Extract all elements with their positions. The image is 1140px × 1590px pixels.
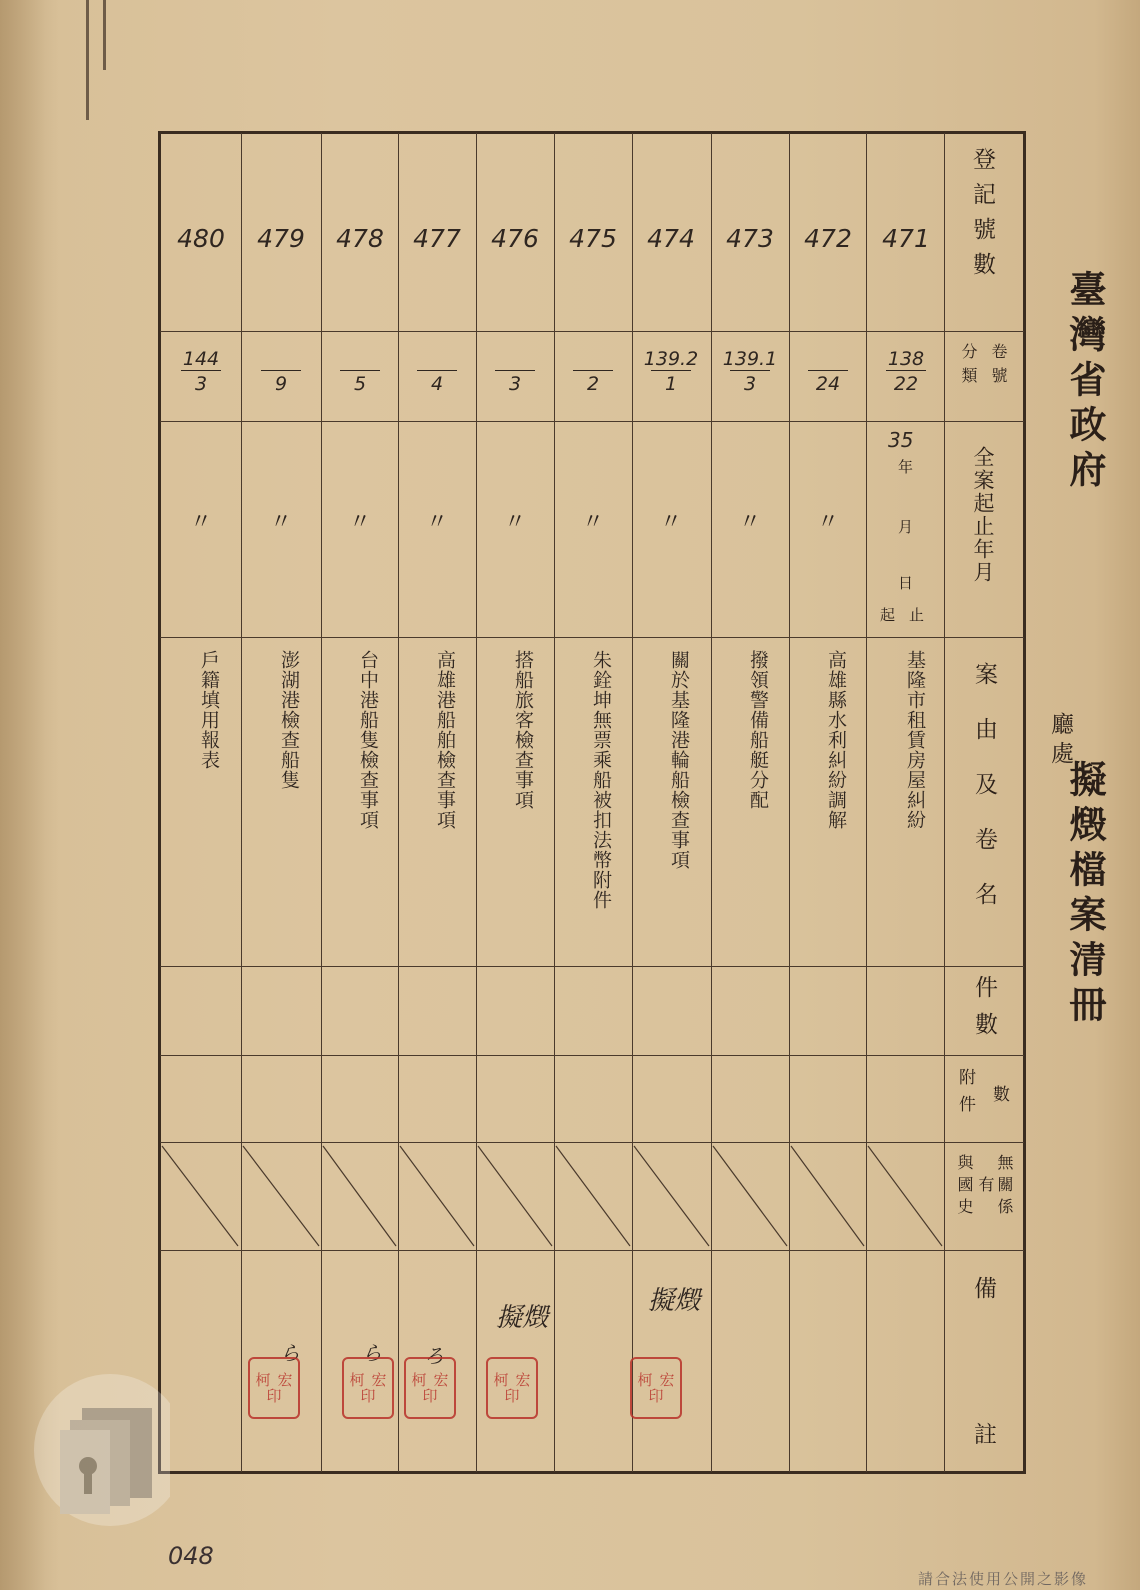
column-divider <box>554 133 555 1472</box>
binding-edge <box>0 0 60 1590</box>
ditto-mark: 〃 <box>269 510 292 535</box>
ditto-mark: 〃 <box>425 510 448 535</box>
volume-top <box>790 348 866 370</box>
subject-text: 澎湖港檢查船隻 <box>278 650 300 790</box>
red-seal-stamp: 柯 宏 印 <box>486 1357 538 1419</box>
header-count: 件數 <box>971 975 997 1049</box>
column-divider <box>632 133 633 1472</box>
subject-text: 戶籍填用報表 <box>198 650 220 770</box>
reg-number: 472 <box>804 224 852 253</box>
column-divider <box>711 133 712 1472</box>
column-divider <box>866 133 867 1472</box>
volume-number <box>322 348 398 395</box>
header-vol-no: 卷號 <box>989 343 1008 391</box>
volume-bottom: 9 <box>261 370 301 395</box>
column-divider <box>398 133 399 1472</box>
header-reg-no: 登記號數 <box>969 147 995 287</box>
year-value: 35 <box>888 428 914 452</box>
volume-number <box>477 348 553 395</box>
strike-line <box>243 1146 319 1246</box>
volume-top: 144 <box>182 348 220 370</box>
header-period: 全案起止年月 <box>971 446 995 584</box>
row-divider <box>160 421 1024 422</box>
volume-bottom: 3 <box>730 370 770 395</box>
strike-line <box>713 1146 787 1246</box>
archive-logo-icon <box>30 1368 170 1528</box>
volume-top <box>555 348 631 370</box>
red-seal-stamp: 柯 宏 印 <box>404 1357 456 1419</box>
volume-number <box>243 348 319 395</box>
volume-top: 139.2 <box>643 348 699 370</box>
volume-bottom: 2 <box>573 370 613 395</box>
reg-number: 474 <box>647 224 695 253</box>
subject-text: 高雄縣水利糾紛調解 <box>825 650 847 830</box>
subject-text: 搭船旅客檢查事項 <box>512 650 534 810</box>
binding-mark <box>103 0 106 70</box>
signature-approve-destroy: 擬燬 <box>496 1303 549 1333</box>
column-divider <box>944 133 945 1472</box>
reg-number: 477 <box>413 224 461 253</box>
volume-number <box>633 348 709 395</box>
row-divider <box>160 637 1024 638</box>
reg-number: 479 <box>257 224 305 253</box>
volume-top: 139.1 <box>722 348 778 370</box>
ditto-mark: 〃 <box>503 510 526 535</box>
ditto-mark: 〃 <box>816 510 839 535</box>
ditto-mark: 〃 <box>659 510 682 535</box>
header-remarks-b: 註 <box>974 1422 997 1448</box>
day-label: 日 <box>898 574 914 592</box>
subject-text: 高雄港船舶檢查事項 <box>434 650 456 830</box>
volume-bottom: 3 <box>495 370 535 395</box>
subject-text: 撥領警備船艇分配 <box>747 650 769 810</box>
reg-number: 475 <box>569 224 617 253</box>
header-attach-b: 附件 <box>955 1068 975 1122</box>
volume-number <box>712 348 788 395</box>
reg-number: 478 <box>336 224 384 253</box>
volume-top <box>243 348 319 370</box>
column-divider <box>476 133 477 1472</box>
header-subject: 案由及卷名 <box>971 662 997 937</box>
initial-mark: ら <box>280 1341 300 1365</box>
strike-line <box>791 1146 864 1246</box>
strike-line <box>478 1146 552 1246</box>
volume-number <box>163 348 239 395</box>
row-divider <box>160 331 1024 332</box>
subject-text: 台中港船隻檢查事項 <box>357 650 379 830</box>
header-related-a: 無關係 <box>995 1154 1014 1220</box>
subject-text: 關於基隆港輪船檢查事項 <box>668 650 690 870</box>
volume-number <box>790 348 866 395</box>
volume-number <box>555 348 631 395</box>
reg-number: 476 <box>491 224 539 253</box>
row-divider <box>160 1055 1024 1056</box>
volume-top: 138 <box>887 348 925 370</box>
header-related-b: 有 <box>976 1176 995 1192</box>
red-seal-stamp: 柯 宏 印 <box>342 1357 394 1419</box>
volume-bottom: 4 <box>417 370 457 395</box>
page-number: 048 <box>168 1542 214 1570</box>
volume-bottom: 5 <box>340 370 380 395</box>
red-seal-stamp: 柯 宏 印 <box>248 1357 300 1419</box>
column-divider <box>241 133 242 1472</box>
column-divider <box>789 133 790 1472</box>
title-unit: 廳處 <box>1047 712 1073 770</box>
header-remarks-a: 備 <box>974 1276 997 1302</box>
subject-text: 基隆市租賃房屋糾紛 <box>904 650 926 830</box>
volume-bottom: 22 <box>886 370 926 395</box>
footer-usage-note: 請合法使用公開之影像 <box>918 1570 1089 1588</box>
reg-number: 473 <box>726 224 774 253</box>
subject-text: 朱銓坤無票乘船被扣法幣附件 <box>590 650 612 910</box>
volume-top <box>477 348 553 370</box>
initial-mark: ら <box>362 1341 382 1365</box>
header-vol-class: 分類 <box>959 343 978 391</box>
ditto-mark: 〃 <box>189 510 212 535</box>
volume-number <box>868 348 944 395</box>
volume-number <box>399 348 475 395</box>
initial-mark: ろ <box>424 1344 444 1368</box>
month-label: 月 <box>898 518 914 536</box>
signature-approve-destroy: 擬燬 <box>648 1286 701 1316</box>
header-attach-a: 數 <box>989 1085 1009 1102</box>
volume-bottom: 1 <box>651 370 691 395</box>
header-related-c: 與國史 <box>955 1154 974 1220</box>
row-divider <box>160 1250 1024 1251</box>
ditto-mark: 〃 <box>348 510 371 535</box>
reg-number: 471 <box>882 224 930 253</box>
volume-top <box>322 348 398 370</box>
volume-bottom: 24 <box>808 370 848 395</box>
volume-top <box>399 348 475 370</box>
ditto-mark: 〃 <box>581 510 604 535</box>
red-seal-stamp: 柯 宏 印 <box>630 1357 682 1419</box>
row-divider <box>160 966 1024 967</box>
strike-line <box>400 1146 474 1246</box>
binding-mark <box>86 0 89 120</box>
start-end-label: 起止 <box>880 606 939 624</box>
strike-line <box>162 1146 238 1246</box>
volume-bottom: 3 <box>181 370 221 395</box>
reg-number: 480 <box>177 224 225 253</box>
diagonal-strike-cells <box>160 1142 946 1250</box>
strike-line <box>323 1146 396 1246</box>
strike-line <box>556 1146 630 1246</box>
column-divider <box>321 133 322 1472</box>
year-label: 年 <box>898 458 914 476</box>
strike-line <box>868 1146 942 1246</box>
title-main: 臺灣省政府 <box>1063 270 1107 495</box>
strike-line <box>634 1146 709 1246</box>
title-doc: 擬燬檔案清冊 <box>1063 760 1107 1030</box>
ditto-mark: 〃 <box>738 510 761 535</box>
